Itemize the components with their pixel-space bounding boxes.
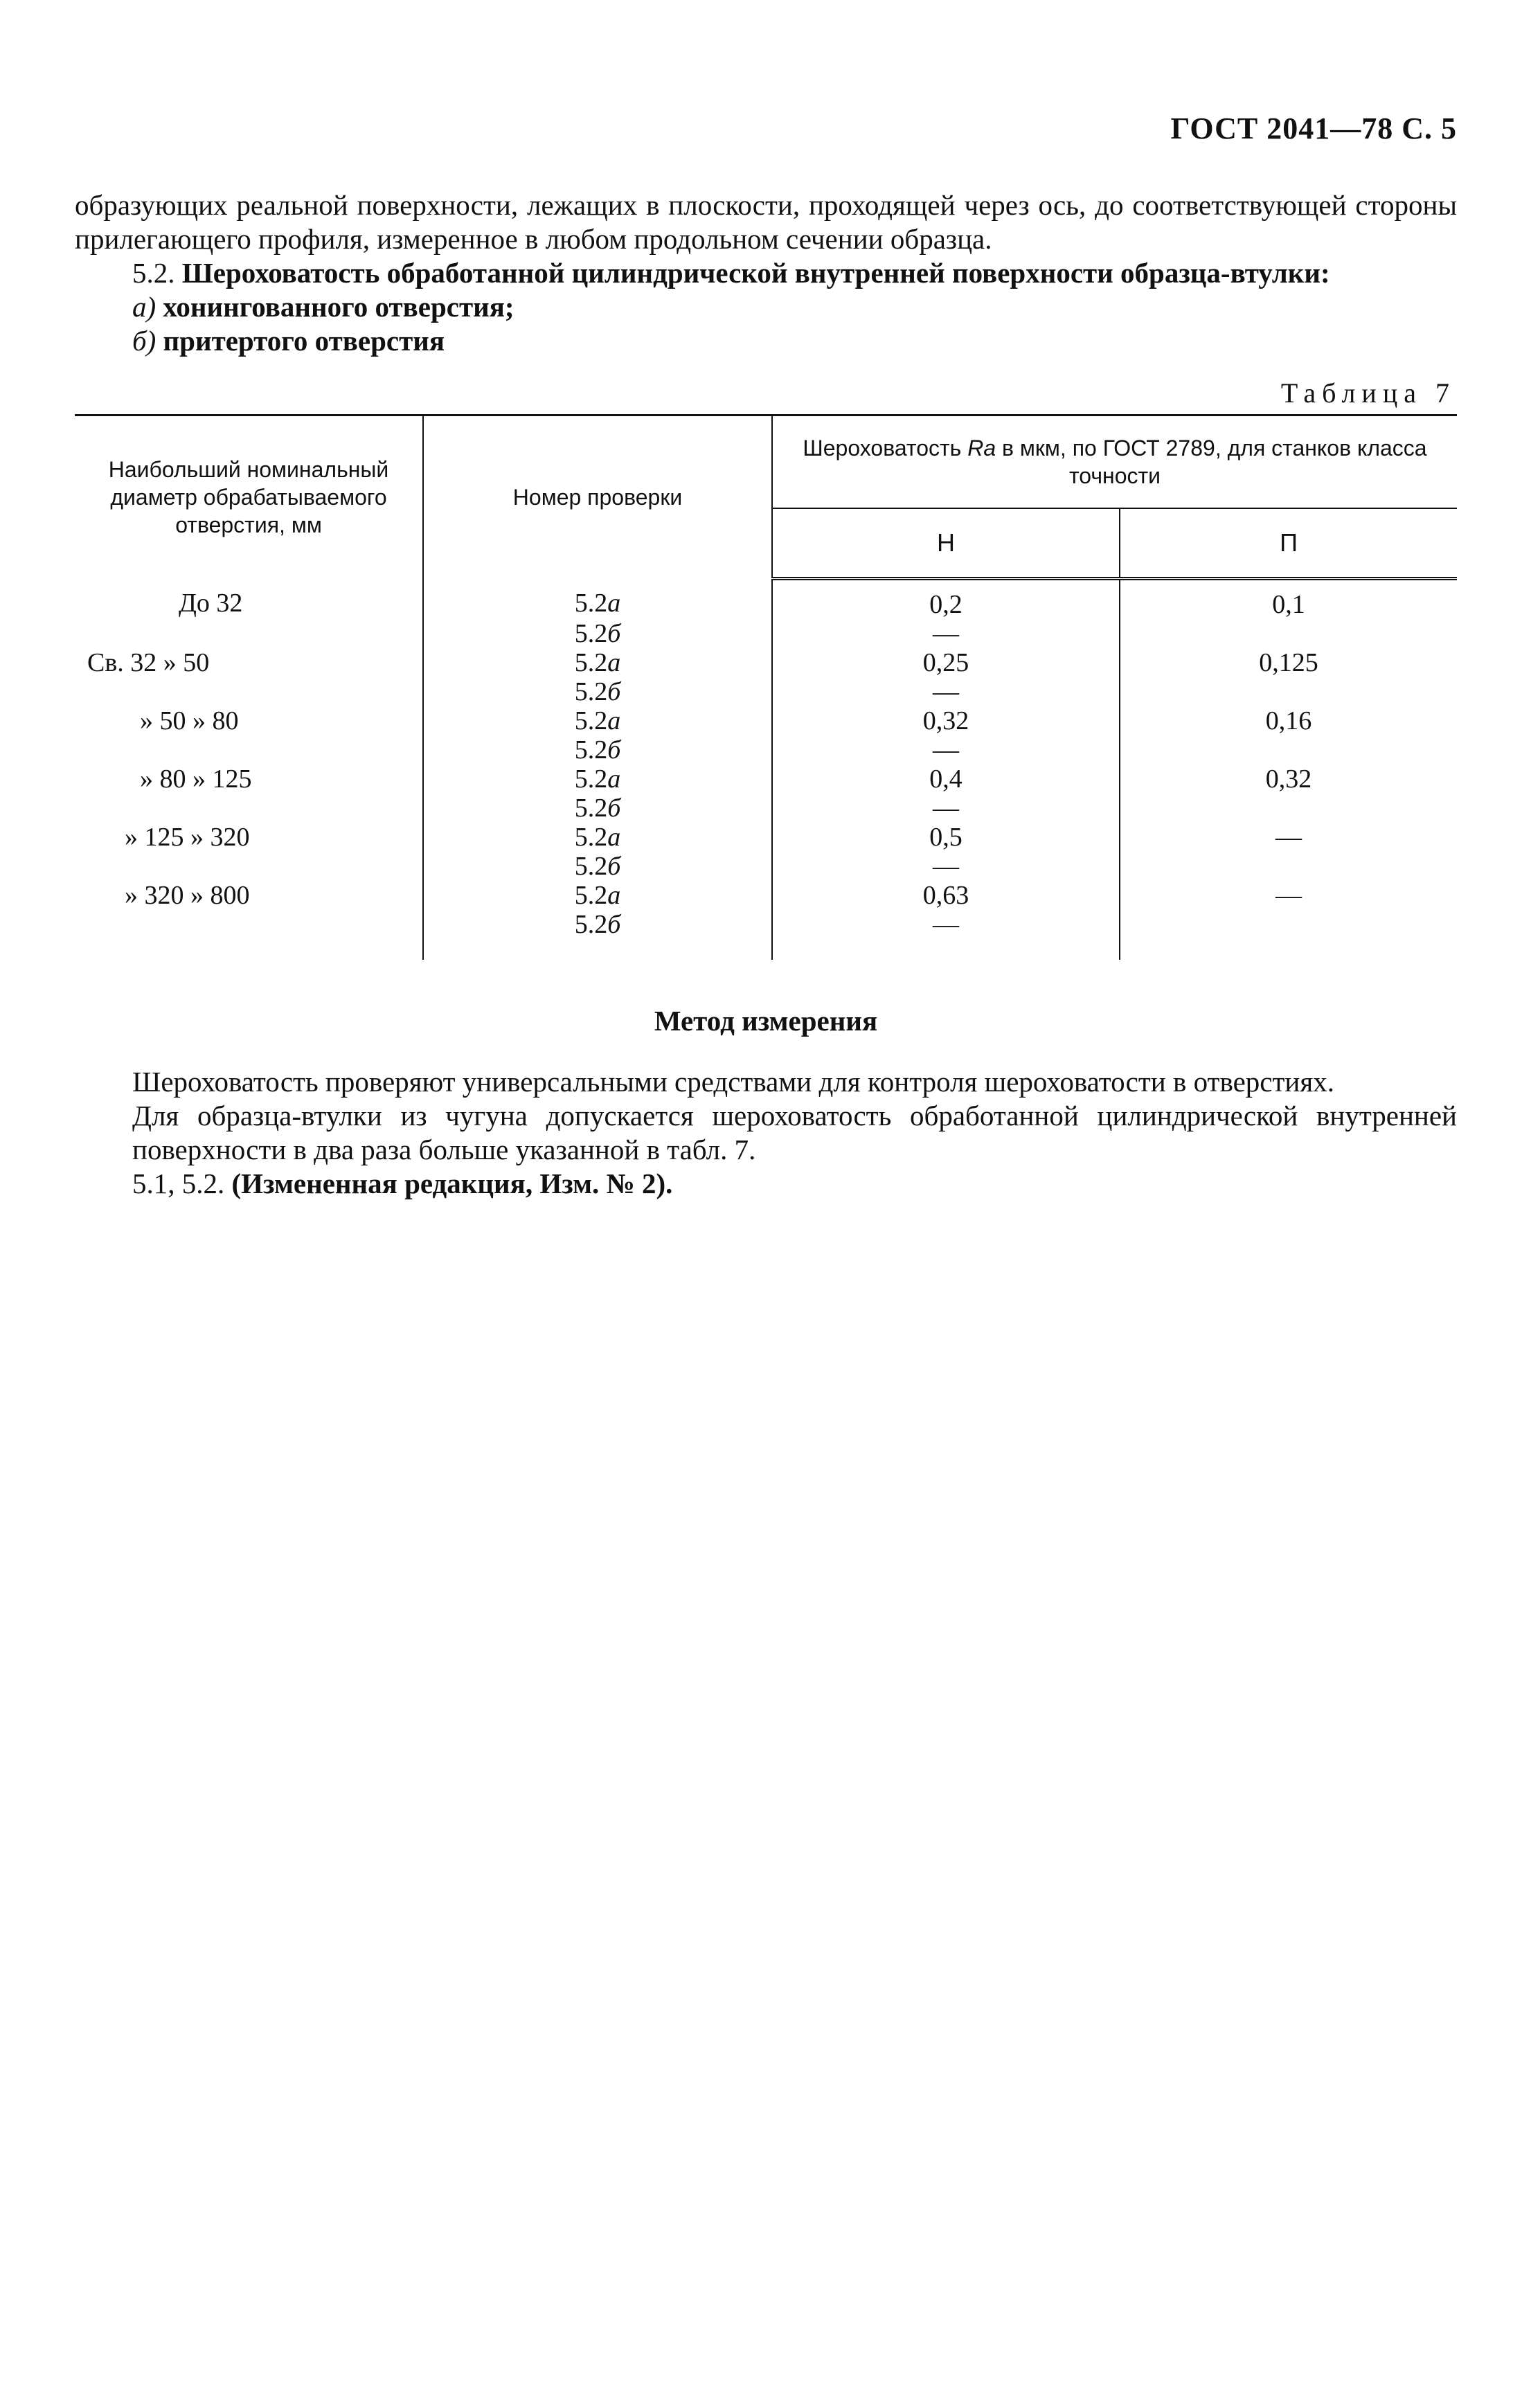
- cell-roughness-p: 0,16: [1265, 706, 1312, 735]
- cell-check-number: 5.2б: [423, 794, 772, 823]
- cell-roughness-h: —: [772, 677, 1120, 706]
- header-roughness-prefix: Шероховатость: [803, 436, 962, 461]
- cell-roughness-p: [1120, 735, 1457, 765]
- header-diameter: Наибольший номинальный диаметр обрабатываемого отверстия, мм: [75, 415, 423, 579]
- section-heading: [75, 256, 1457, 290]
- check-letter: а: [607, 765, 621, 794]
- check-letter: б: [607, 794, 621, 823]
- method-text: [75, 1065, 1457, 1201]
- table-body: [75, 579, 1457, 960]
- cell-diameter: Св. 32 » 50: [75, 648, 423, 677]
- cell-roughness-h: 0,32: [772, 706, 1120, 735]
- table-row: [75, 706, 1457, 735]
- cell-check-number: 5.2б: [423, 852, 772, 881]
- cell-roughness-p: 0,125: [1259, 648, 1318, 677]
- cell-roughness-p: [1120, 910, 1457, 960]
- list-text-a: хонингованного отверстия;: [163, 291, 514, 323]
- cell-roughness-h: —: [772, 735, 1120, 765]
- cell-diameter: » 125 » 320: [75, 823, 423, 852]
- header-check-number: Номер проверки: [423, 415, 772, 579]
- cell-roughness-p: 0,1: [1272, 590, 1305, 619]
- cell-roughness-p: [1120, 677, 1457, 706]
- cell-diameter: » 320 » 800: [75, 881, 423, 910]
- cell-diameter: [75, 677, 423, 706]
- check-letter: а: [607, 881, 621, 910]
- cell-check-number: 5.2б: [423, 677, 772, 706]
- amendment-note: [75, 1167, 1457, 1201]
- cell-diameter: [75, 794, 423, 823]
- cell-roughness-p: 0,32: [1265, 765, 1312, 794]
- check-letter: б: [607, 677, 621, 706]
- check-letter: а: [607, 706, 621, 735]
- section-number: 5.2.: [132, 257, 175, 289]
- table-caption: Таблица 7: [1280, 377, 1456, 409]
- method-paragraph-1: Шероховатость проверяют универсальными средствами для контроля шероховатости в отверстиях.: [132, 1066, 1334, 1098]
- cell-roughness-p: [1120, 619, 1457, 648]
- continuation-paragraph: образующих реальной поверхности, лежащих в плоскости, проходящей через ось, до соответствующей стороны прилегающего профиля, измеренное в любом продольном сечении образца.: [75, 189, 1457, 255]
- cell-roughness-h: 0,4: [772, 765, 1120, 794]
- list-marker-b: б): [132, 325, 156, 357]
- cell-roughness-p: —: [1275, 823, 1302, 852]
- table-row: [75, 765, 1457, 794]
- table-row: [75, 677, 1457, 706]
- intro-text: [75, 188, 1457, 358]
- header-roughness-suffix: в мкм, по ГОСТ 2789, для станков класса точности: [1002, 436, 1427, 488]
- table-row: [75, 735, 1457, 765]
- page-header: ГОСТ 2041—78 С. 5: [1170, 111, 1457, 145]
- table-row: [75, 823, 1457, 852]
- cell-roughness-h: 0,2: [772, 579, 1120, 620]
- check-letter: а: [607, 823, 621, 852]
- table-row: [75, 794, 1457, 823]
- check-letter: а: [607, 588, 621, 618]
- method-title: Метод измерения: [654, 1005, 878, 1037]
- cell-check-number: 5.2а: [423, 765, 772, 794]
- cell-diameter: [75, 910, 423, 960]
- cell-diameter: [75, 735, 423, 765]
- roughness-table: [75, 414, 1457, 960]
- table-row: [75, 852, 1457, 881]
- check-letter: а: [607, 648, 621, 677]
- cell-check-number: 5.2а: [423, 706, 772, 735]
- table-row: [75, 648, 1457, 677]
- cell-check-number: 5.2а: [423, 881, 772, 910]
- header-class-p: П: [1120, 508, 1457, 579]
- method-paragraph-2: Для образца-втулки из чугуна допускается шероховатость обработанной цилиндрической внутренней поверхности в два раза больше указанной в табл. 7.: [132, 1100, 1457, 1165]
- section-title: Шероховатость обработанной цилиндрической внутренней поверхности образца-втулки:: [181, 257, 1330, 289]
- check-letter: б: [607, 735, 621, 765]
- list-marker-a: а): [132, 291, 156, 323]
- cell-check-number: 5.2б: [423, 619, 772, 648]
- list-item-b: [75, 324, 1457, 358]
- cell-check-number: 5.2а: [423, 648, 772, 677]
- check-letter: б: [607, 910, 621, 939]
- check-letter: б: [607, 852, 621, 881]
- table-row: [75, 881, 1457, 910]
- check-letter: б: [607, 619, 621, 648]
- cell-roughness-h: —: [772, 794, 1120, 823]
- cell-check-number: 5.2б: [423, 910, 772, 960]
- cell-diameter: До 32: [75, 579, 423, 620]
- amendment-ref: 5.1, 5.2.: [132, 1168, 225, 1199]
- cell-roughness-p: [1120, 794, 1457, 823]
- list-item-a: [75, 290, 1457, 324]
- header-class-h: Н: [772, 508, 1120, 579]
- cell-roughness-h: —: [772, 852, 1120, 881]
- cell-check-number: 5.2а: [423, 579, 772, 620]
- list-text-b: притертого отверстия: [163, 325, 445, 357]
- cell-roughness-h: —: [772, 619, 1120, 648]
- cell-diameter: » 80 » 125: [75, 765, 423, 794]
- cell-roughness-h: —: [772, 910, 1120, 960]
- cell-check-number: 5.2б: [423, 735, 772, 765]
- cell-diameter: [75, 619, 423, 648]
- cell-roughness-p: —: [1275, 881, 1302, 910]
- cell-diameter: » 50 » 80: [75, 706, 423, 735]
- cell-roughness-h: 0,63: [772, 881, 1120, 910]
- table-row: [75, 579, 1457, 620]
- table-row: [75, 619, 1457, 648]
- cell-roughness-p: [1120, 852, 1457, 881]
- cell-roughness-h: 0,25: [772, 648, 1120, 677]
- header-roughness: [772, 415, 1457, 509]
- amendment-text: (Измененная редакция, Изм. № 2).: [231, 1168, 673, 1199]
- cell-roughness-h: 0,5: [772, 823, 1120, 852]
- cell-check-number: 5.2а: [423, 823, 772, 852]
- cell-diameter: [75, 852, 423, 881]
- header-roughness-symbol: Ra: [967, 436, 996, 461]
- table-row: [75, 910, 1457, 960]
